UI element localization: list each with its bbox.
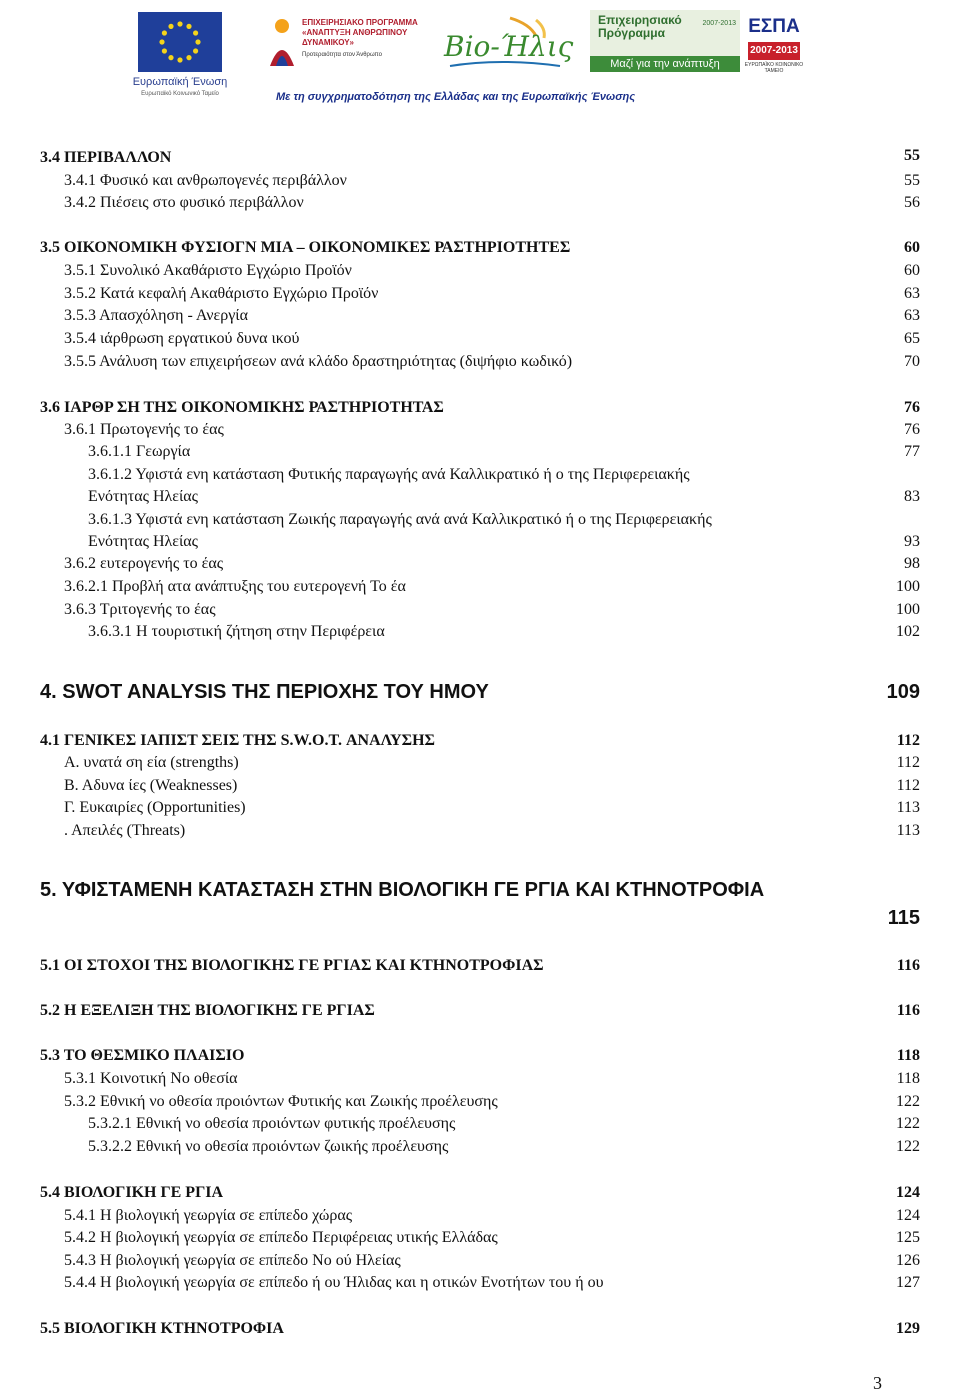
toc-entry: 3.4 ΠΕΡΙΒΑΛΛΟΝ	[40, 149, 172, 166]
toc-page: 100	[896, 601, 920, 618]
logo-banner	[0, 0, 960, 112]
toc-entry: 5.4.4 Η βιολογική γεωργία σε επίπεδο ή ου Ήλιδας και η οτικών Ενοτήτων του ή ου	[64, 1274, 604, 1291]
toc-entry: 3.6 ΙΑΡΘΡ ΣΗ ΤΗΣ ΟΙΚΟΝΟΜΙΚΗΣ ΡΑΣΤΗΡΙΟΤΗΤΑΣ	[40, 399, 444, 416]
toc-page: 70	[904, 353, 920, 370]
toc-page: 122	[896, 1115, 920, 1132]
toc-entry: 3.5.4 ιάρθρωση εργατικού δυνα ικού	[64, 330, 300, 347]
toc-entry: 3.6.1 Πρωτογενής το έας	[64, 421, 224, 438]
toc-page: 65	[904, 330, 920, 347]
toc-page: 125	[896, 1229, 920, 1246]
eu-caption	[130, 76, 230, 100]
toc-entry: Ενότητας Ηλείας	[88, 533, 199, 550]
toc-page: 116	[896, 1002, 920, 1019]
toc-entry: 5.5 ΒΙΟΛΟΓΙΚΗ ΚΤΗΝΟΤΡΟΦΙΑ	[40, 1320, 284, 1337]
toc-entry: 3.6.2.1 Προβλή ατα ανάπτυξης του ευτερογενή Το έα	[64, 578, 406, 595]
op-mark-icon	[266, 16, 298, 68]
toc-entry: 3.6.1.3 Υφιστά ενη κατάσταση Ζωικής παραγωγής ανά ανά Καλλικρατικό ή ο της Περιφερειακής	[88, 511, 712, 528]
ep-logo	[590, 10, 740, 72]
toc-entry: 5.4.1 Η βιολογική γεωργία σε επίπεδο χώρας	[64, 1207, 353, 1224]
toc-entry: Β. Αδυνα ίες (Weaknesses)	[64, 777, 238, 794]
toc-page: 63	[904, 307, 920, 324]
toc-entry: 5.3.2 Εθνική νο οθεσία προιόντων Φυτικής και Ζωικής προέλευσης	[64, 1093, 498, 1110]
espa-sub: ΕΥΡΩΠΑΪΚΟ ΚΟΙΝΩΝΙΚΟ ΤΑΜΕΙΟ	[744, 62, 804, 74]
toc-entry: 3.6.3 Τριτογενής το έας	[64, 601, 216, 618]
toc-entry: 3.6.1.1 Γεωργία	[88, 443, 191, 460]
op-title: ΕΠΙΧΕΙΡΗΣΙΑΚΟ ΠΡΟΓΡΑΜΜΑ «ΑΝΑΠΤΥΞΗ ΑΝΘΡΩΠΙΝΟΥ ΔΥΝΑΜΙΚΟΥ»	[302, 18, 418, 47]
toc-entry: 5.3.1 Κοινοτική Νο οθεσία	[64, 1070, 238, 1087]
toc-entry: 3.4.1 Φυσικό και ανθρωπογενές περιβάλλον	[64, 172, 347, 189]
eu-caption-sub: Ευρωπαϊκό Κοινωνικό Ταμείο	[141, 91, 219, 97]
toc-page: 55	[904, 172, 920, 189]
toc-entry: 5.4.3 Η βιολογική γεωργία σε επίπεδο Νο ού Ηλείας	[64, 1252, 401, 1269]
toc-entry: . Απειλές (Threats)	[64, 822, 186, 839]
toc-page: 100	[896, 578, 920, 595]
bio-ilis-logo	[440, 14, 582, 74]
toc-entry: 5.1 ΟΙ ΣΤΟΧΟΙ ΤΗΣ ΒΙΟΛΟΓΙΚΗΣ ΓΕ ΡΓΙΑΣ ΚΑΙ ΚΤΗΝΟΤΡΟΦΙΑΣ	[40, 957, 544, 974]
toc-page: 76	[904, 421, 920, 438]
toc-entry: 3.6.3.1 Η τουριστική ζήτηση στην Περιφέρεια	[88, 623, 385, 640]
toc-page: 60	[904, 262, 920, 279]
toc-entry: 5.3 ΤΟ ΘΕΣΜΙΚΟ ΠΛΑΙΣΙΟ	[40, 1047, 245, 1064]
toc-page: 112	[896, 732, 920, 749]
toc-entry: 5.3.2.1 Εθνική νο οθεσία προιόντων φυτικής προέλευσης	[88, 1115, 456, 1132]
toc-entry: 3.5.5 Ανάλυση των επιχειρήσεων ανά κλάδο δραστηριότητας (διψήφιο κωδικό)	[64, 353, 573, 370]
toc-page: 102	[896, 623, 920, 640]
eu-logo	[130, 12, 230, 102]
toc-page: 60	[904, 239, 920, 256]
toc-chapter: 4. SWOT ANALYSIS ΤΗΣ ΠΕΡΙΟΧΗΣ ΤΟΥ ΗΜΟΥ	[40, 681, 489, 703]
toc-entry: 5.3.2.2 Εθνική νο οθεσία προιόντων ζωικής προέλευσης	[88, 1138, 449, 1155]
eu-flag-icon	[138, 12, 222, 72]
toc-entry: Α. υνατά ση εία (strengths)	[64, 754, 239, 771]
op-text	[302, 18, 436, 60]
toc-page: 98	[904, 555, 920, 572]
toc-page: 55	[904, 147, 920, 164]
toc-page: 93	[904, 533, 920, 550]
toc-page: 109	[886, 681, 920, 703]
toc-page: 122	[896, 1138, 920, 1155]
toc-entry: 3.6.1.2 Υφιστά ενη κατάσταση Φυτικής παραγωγής ανά Καλλικρατικό ή ο της Περιφερειακής	[88, 466, 690, 483]
ep-box	[590, 10, 740, 56]
espa-years: 2007-2013	[748, 42, 800, 60]
ep-title: Επιχειρησιακό Πρόγραμμα	[598, 13, 682, 40]
toc-entry: 4.1 ΓΕΝΙΚΕΣ ΙΑΠΙΣΤ ΣΕΙΣ ΤΗΣ S.W.O.T. ΑΝΑΛΥΣΗΣ	[40, 732, 435, 749]
toc-page: 118	[896, 1047, 920, 1064]
toc-entry: 3.5 ΟΙΚΟΝΟΜΙΚΗ ΦΥΣΙΟΓΝ ΜΙΑ – ΟΙΚΟΝΟΜΙΚΕΣ ΡΑΣΤΗΡΙΟΤΗΤΕΣ	[40, 239, 571, 256]
toc-page: 76	[904, 399, 920, 416]
toc-page: 124	[896, 1184, 920, 1201]
toc-entry: 5.4.2 Η βιολογική γεωργία σε επίπεδο Περιφέρειας υτικής Ελλάδας	[64, 1229, 498, 1246]
toc-page: 112	[896, 777, 920, 794]
toc-entry: Ενότητας Ηλείας	[88, 488, 199, 505]
toc-entry: 3.6.2 ευτερογενής το έας	[64, 555, 224, 572]
toc-entry: 3.5.3 Απασχόληση - Ανεργία	[64, 307, 248, 324]
ep-years: 2007-2013	[702, 20, 736, 27]
page-number: 3	[873, 1373, 882, 1393]
eu-caption-text: Ευρωπαϊκή Ένωση	[132, 76, 228, 88]
toc-entry: 3.5.2 Κατά κεφαλή Ακαθάριστο Εγχώριο Προϊόν	[64, 285, 379, 302]
toc-page: 116	[896, 957, 920, 974]
espa-logo	[744, 10, 804, 72]
toc-page: 63	[904, 285, 920, 302]
toc-page: 126	[896, 1252, 920, 1269]
toc-entry: 3.5.1 Συνολικό Ακαθάριστο Εγχώριο Προϊόν	[64, 262, 352, 279]
toc-entry: 3.4.2 Πιέσεις στο φυσικό περιβάλλον	[64, 194, 304, 211]
toc-page: 56	[904, 194, 920, 211]
bio-logo-text: Bio-Ήλις	[444, 30, 574, 63]
toc-page: 112	[896, 754, 920, 771]
toc-page: 115	[887, 907, 920, 929]
toc-page: 83	[904, 488, 920, 505]
toc-page: 113	[896, 799, 920, 816]
toc-page: 129	[896, 1320, 920, 1337]
toc-page: 127	[896, 1274, 920, 1291]
toc-page: 113	[896, 822, 920, 839]
toc-page: 118	[896, 1070, 920, 1087]
toc-chapter: 5. ΥΦΙΣΤΑΜΕΝΗ ΚΑΤΑΣΤΑΣΗ ΣΤΗΝ ΒΙΟΛΟΓΙΚΗ ΓΕ ΡΓΙΑ ΚΑΙ ΚΤΗΝΟΤΡΟΦΙΑ	[40, 879, 765, 901]
op-subtitle: Προτεραιότητα στον Άνθρωπο	[302, 52, 382, 58]
toc-page: 122	[896, 1093, 920, 1110]
toc-entry: 5.4 ΒΙΟΛΟΓΙΚΗ ΓΕ ΡΓΙΑ	[40, 1184, 224, 1201]
op-logo	[266, 12, 436, 72]
toc-page: 77	[904, 443, 920, 460]
espa-title: ΕΣΠΑ	[748, 16, 800, 37]
cofunding-line: Με τη συγχρηματοδότηση της Ελλάδας και της Ευρωπαϊκής Ένωσης	[276, 91, 636, 103]
toc-entry: Γ. Ευκαιρίες (Opportunities)	[64, 799, 246, 816]
toc-page: 124	[896, 1207, 920, 1224]
ep-slogan: Μαζί για την ανάπτυξη	[590, 56, 740, 72]
toc-entry: 5.2 Η ΕΞΕΛΙΞΗ ΤΗΣ ΒΙΟΛΟΓΙΚΗΣ ΓΕ ΡΓΙΑΣ	[40, 1002, 375, 1019]
